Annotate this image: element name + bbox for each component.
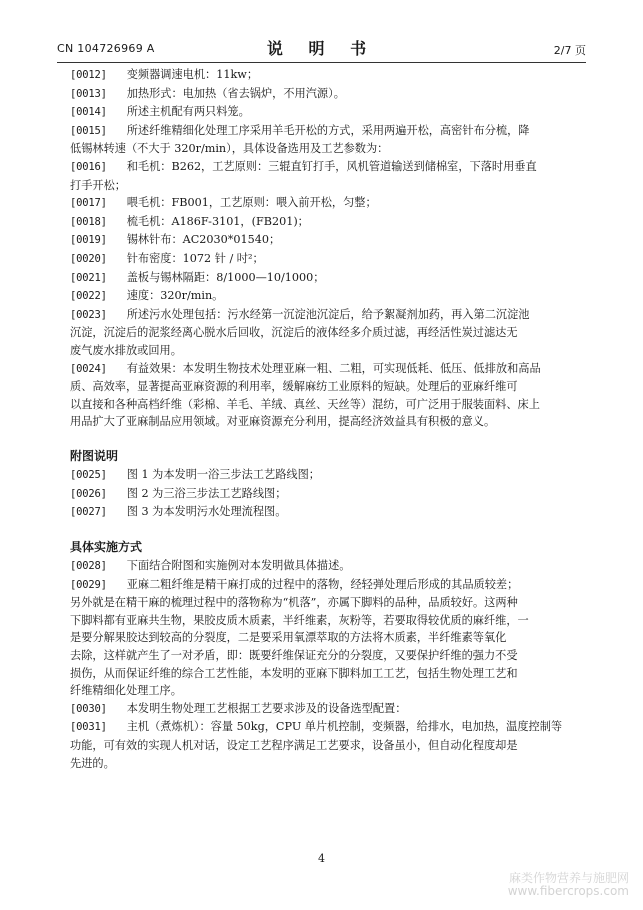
paragraph-number: [0012] (70, 69, 107, 81)
paragraph-line (70, 755, 590, 773)
paragraph-list-top (70, 66, 590, 431)
paragraph-line (70, 213, 590, 232)
section-title-embodiment: 具体实施方式 (70, 540, 143, 555)
paragraph-line (70, 378, 590, 396)
paragraph-line (70, 287, 590, 306)
paragraph-text: 图 3 为本发明污水处理流程图。 (126, 505, 287, 519)
page-title: 说 明 书 (266, 39, 377, 58)
paragraph-text: 用品扩大了亚麻制品应用领域。对亚麻资源充分利用，提高经济效益具有积极的意义。 (70, 415, 496, 429)
paragraph-line (70, 103, 590, 122)
watermark (508, 872, 629, 898)
paragraph-number: [0031] (70, 721, 107, 734)
paragraph-number: [0023] (70, 308, 107, 321)
paragraph-list-figures (70, 466, 590, 522)
paragraph-text: 有益效果：本发明生物技术处理亚麻一粗、二粗，可实现低耗、低压、低排放和高品 (126, 361, 541, 375)
paragraph-text: 图 1 为本发明一浴三步法工艺路线图； (126, 468, 320, 482)
paragraph-number: [0028] (70, 560, 107, 573)
paragraph-line (70, 396, 590, 414)
paragraph-number: [0022] (70, 290, 107, 303)
paragraph-text: 低锡林转速（不大于 320r/min），具体设备选用及工艺参数为： (70, 142, 389, 156)
paragraph-line (70, 466, 590, 485)
paragraph-text: 喂毛机：FB001，工艺原则：喂入前开松，匀整； (126, 196, 377, 210)
paragraph-line (70, 342, 590, 360)
paragraph-line (70, 576, 590, 595)
paragraph-line (70, 66, 590, 85)
paragraph-text: 所述主机配有两只料笼。 (126, 105, 250, 119)
paragraph-line (70, 269, 590, 288)
paragraph-text: 所述污水处理包括：污水经第一沉淀池沉淀后，给予絮凝剂加药，再入第二沉淀池 (126, 307, 530, 321)
paragraph-list-embodiment (70, 557, 590, 772)
paragraph-text: 和毛机：B262，工艺原则：三辊直钉打手，风机管道输送到储棉室，下落时用垂直 (126, 159, 537, 173)
doc-number: CN 104726969 A (57, 42, 155, 55)
paragraph-number: [0014] (70, 106, 107, 119)
page-header (57, 36, 586, 60)
paragraph-line (70, 140, 590, 158)
paragraph-text: 锡林针布：AC2030*01540； (126, 233, 281, 247)
paragraph-text: 图 2 为三浴三步法工艺路线图； (126, 486, 287, 500)
paragraph-number: [0016] (70, 160, 107, 173)
paragraph-number: [0029] (70, 578, 107, 591)
paragraph-line (70, 231, 590, 250)
paragraph-line (70, 158, 590, 177)
page-indicator: 2/7 页 (553, 44, 586, 57)
paragraph-text: 梳毛机：A186F-3101，(FB201)； (126, 214, 309, 228)
paragraph-number: [0025] (70, 469, 107, 482)
paragraph-line (70, 629, 590, 647)
paragraph-text: 沉淀，沉淀后的泥浆经离心脱水后回收，沉淀后的液体经多介质过滤，再经活性炭过滤达无 (70, 326, 518, 340)
paragraph-line (70, 122, 590, 141)
paragraph-text: 亚麻二粗纤维是精干麻打成的过程中的落物，经轻弹处理后形成的其品质较差； (126, 577, 519, 591)
paragraph-line (70, 324, 590, 342)
paragraph-line (70, 85, 590, 104)
paragraph-text: 废气废水排放或回用。 (70, 343, 182, 357)
paragraph-line (70, 306, 590, 325)
paragraph-text: 质、高效率，显著提高亚麻资源的利用率，缓解麻纺工业原料的短缺。处理后的亚麻纤维可 (70, 380, 518, 394)
paragraph-text: 另外就是在精干麻的梳理过程中的落物称为“机落”，亦属下脚料的品种，品质较好。这两种 (70, 596, 518, 610)
paragraph-number: [0024] (70, 362, 107, 375)
paragraph-number: [0013] (70, 87, 107, 100)
paragraph-text: 针布密度：1072 针 / 吋²； (126, 251, 264, 265)
paragraph-text: 本发明生物处理工艺根据工艺要求涉及的设备选型配置： (126, 701, 407, 715)
paragraph-line (70, 194, 590, 213)
paragraph-text: 打手开松； (70, 178, 126, 192)
paragraph-line (70, 737, 590, 755)
paragraph-line (70, 360, 590, 379)
paragraph-text: 下脚料都有亚麻共生物，果胶皮质木质素，半纤维素，灰粉等，若要取得较优质的麻纤维，一 (70, 613, 529, 627)
paragraph-text: 是要分解果胶达到较高的分裂度，二是要采用氧漂萃取的方法将木质素，半纤维素等氧化 (70, 631, 507, 645)
paragraph-number: [0018] (70, 215, 107, 228)
section-title-figures: 附图说明 (70, 449, 119, 464)
header-divider (57, 62, 586, 63)
paragraph-text: 功能，可有效的实现人机对话，设定工艺程序满足工艺要求，设备虽小，但自动化程度却是 (70, 738, 518, 752)
paragraph-number: [0015] (70, 124, 107, 137)
paragraph-text: 以直接和各种高档纤维（彩棉、羊毛、羊绒、真丝、天丝等）混纺，可广泛用于服装面料、床上 (70, 397, 540, 411)
paragraph-number: [0021] (70, 271, 107, 284)
paragraph-line (70, 557, 590, 576)
paragraph-line (70, 718, 590, 737)
paragraph-text: 去除，这样就产生了一对矛盾，即：既要纤维保证充分的分裂度，又要保护纤维的强力不受 (70, 649, 518, 662)
paragraph-line (70, 413, 590, 431)
paragraph-text: 加热形式：电加热（省去锅炉，不用汽源）。 (126, 86, 345, 100)
paragraph-number: [0019] (70, 234, 107, 247)
paragraph-text: 所述纤维精细化处理工序采用羊毛开松的方式，采用两遍开松，高密针布分梳，降 (126, 123, 530, 137)
paragraph-text: 主机（煮炼机）：容量 50kg，CPU 单片机控制，变频器，给排水，电加热，温度控制等 (126, 720, 563, 734)
paragraph-line (70, 700, 590, 719)
paragraph-text: 损伤，从而保证纤维的综合工艺性能，本发明的亚麻下脚料加工工艺，包括生物处理工艺和 (70, 666, 518, 680)
paragraph-line (70, 665, 590, 683)
paragraph-line (70, 647, 590, 665)
paragraph-number: [0027] (70, 506, 107, 519)
page-number: 4 (318, 852, 325, 865)
paragraph-line (70, 503, 590, 522)
paragraph-line (70, 177, 590, 195)
paragraph-line (70, 612, 590, 630)
watermark-line1: 麻类作物营养与施肥网 (508, 871, 629, 885)
paragraph-line (70, 250, 590, 269)
paragraph-number: [0026] (70, 487, 107, 500)
watermark-line2: www.fibercrops.com (507, 884, 629, 898)
paragraph-line (70, 594, 590, 612)
paragraph-text: 纤维精细化处理工序。 (70, 684, 182, 698)
paragraph-number: [0017] (70, 197, 107, 210)
paragraph-number: [0020] (70, 252, 107, 265)
paragraph-text: 下面结合附图和实施例对本发明做具体描述。 (126, 559, 351, 573)
paragraph-text: 速度：320r/min。 (126, 289, 224, 303)
paragraph-text: 变频器调速电机：11kw； (126, 68, 259, 81)
paragraph-line (70, 485, 590, 504)
paragraph-number: [0030] (70, 702, 107, 715)
paragraph-line (70, 682, 590, 700)
paragraph-text: 盖板与锡林隔距：8/1000—10/1000； (126, 270, 325, 284)
paragraph-text: 先进的。 (70, 756, 115, 770)
document-body (70, 66, 590, 772)
